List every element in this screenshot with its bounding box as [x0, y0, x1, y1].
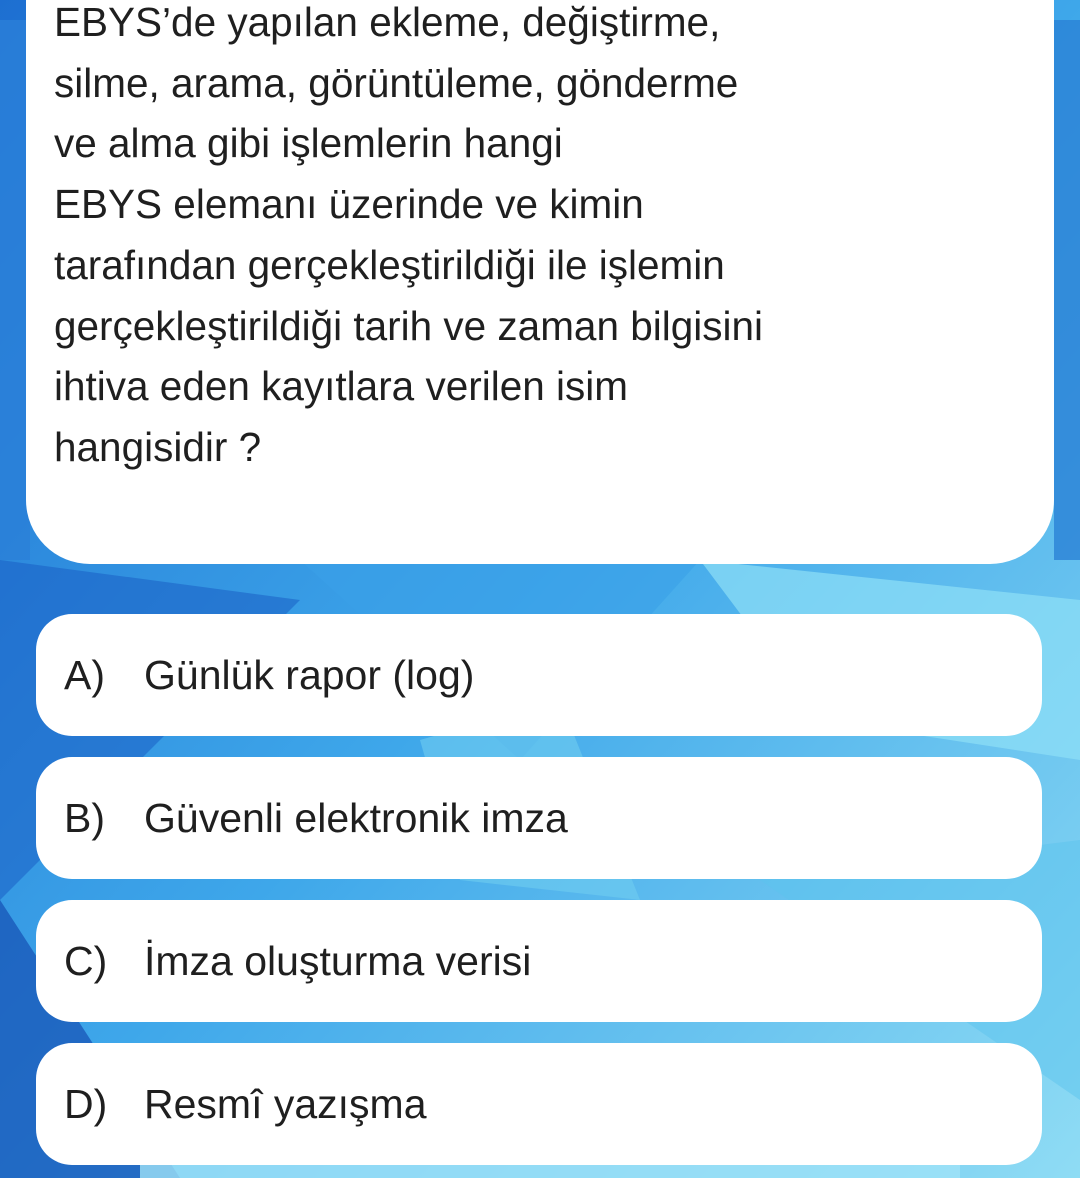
option-letter: A)	[64, 651, 105, 698]
option-letter: C)	[64, 937, 108, 984]
question-text: EBYS’de yapılan ekleme, değiştirme, silme, arama, görüntüleme, gönderme ve alma gibi işlemlerin hangi EBYS elemanı üzerinde ve kimin tarafından gerçekleştirildiği ile işlemin gerçekleştirildiği tarih ve zaman bilgisini ihtiva eden kayıtlara verilen isim hangisidir ?	[54, 0, 764, 470]
option-b-button[interactable]	[36, 757, 1042, 879]
option-d-button[interactable]	[36, 1043, 1042, 1165]
option-letter: D)	[64, 1080, 108, 1127]
option-label: Resmî yazışma	[144, 1080, 427, 1127]
option-label: İmza oluşturma verisi	[144, 937, 532, 984]
option-label: Güvenli elektronik imza	[144, 794, 568, 841]
option-label: Günlük rapor (log)	[144, 651, 475, 698]
option-c-button[interactable]	[36, 900, 1042, 1022]
option-a-button[interactable]	[36, 614, 1042, 736]
option-letter: B)	[64, 794, 105, 841]
